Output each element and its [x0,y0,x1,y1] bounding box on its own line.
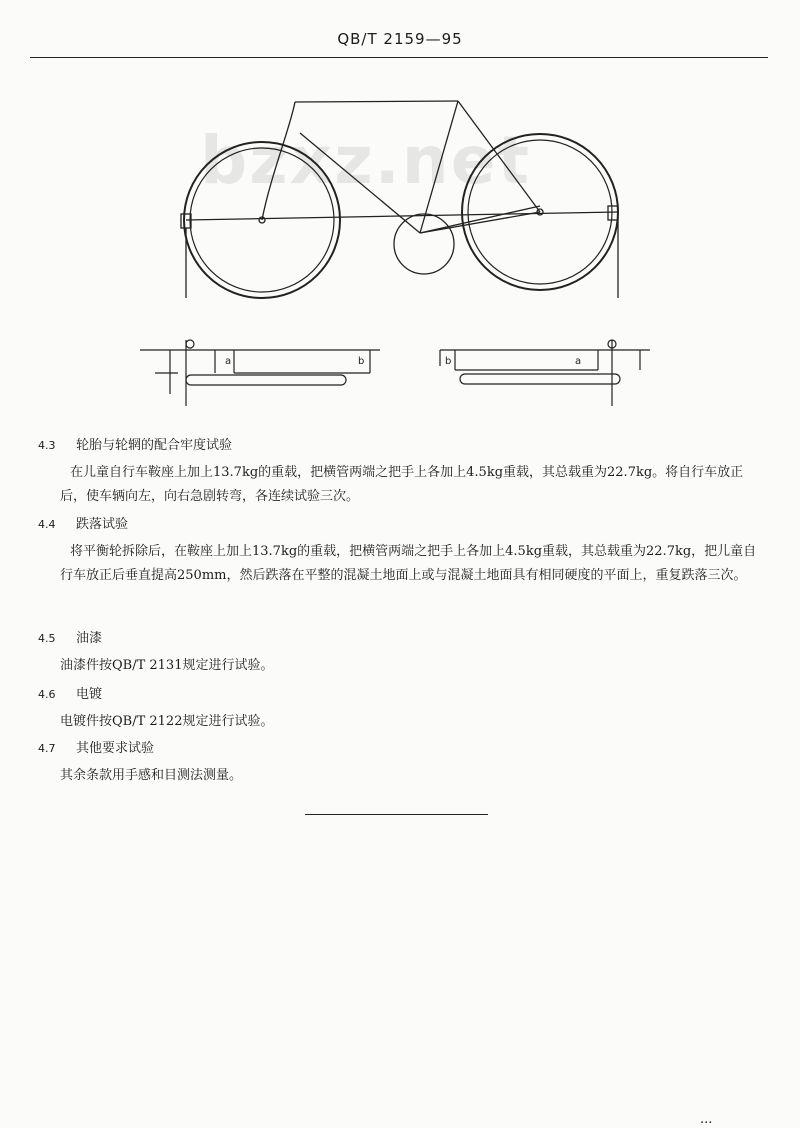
section-body-4-4: 将平衡轮拆除后，在鞍座上加上13.7kg的重载，把横管两端之把手上各加上4.5kg重载，其总载重为22.7kg，把儿童自行车放正后垂直提高250mm，然后跌落在平整的混凝土地面上或与混凝土地面具有相同硬度的平面上，重复跌落三次。 [60,544,757,583]
watermark: bzxz.net [200,122,532,199]
dimension-label-b-right: b [445,356,452,367]
section-body-4-3: 在儿童自行车鞍座上加上13.7kg的重载，把横管两端之把手上各加上4.5kg重载，其总载重为22.7kg。将自行车放正后，使车辆向左，向右急剧转弯，各连续试验三次。 [60,465,744,504]
section-title-4-6: 4.6 电镀 [38,687,103,702]
dimension-label-a-right: a [575,356,582,367]
dimension-label-b-left: b [358,356,365,367]
header-standard-code: QB/T 2159—95 [337,30,463,48]
dimension-label-a-left: a [225,356,232,367]
section-body-4-6: 电镀件按QB/T 2122规定进行试验。 [60,714,274,729]
section-body-4-7: 其余条款用手感和目测法测量。 [60,768,243,783]
section-body-4-5: 油漆件按QB/T 2131规定进行试验。 [60,658,274,673]
section-title-4-4: 4.4 跌落试验 [38,517,129,532]
section-title-4-5: 4.5 油漆 [38,631,103,646]
chainring [394,214,454,274]
section-title-4-3: 4.3 轮胎与轮辋的配合牢度试验 [38,438,233,453]
bicycle-test-figure [0,88,800,418]
end-rule [305,814,488,815]
header-rule [30,57,768,58]
section-title-4-7: 4.7 其他要求试验 [38,741,155,756]
page-mark: ... [700,1112,713,1127]
